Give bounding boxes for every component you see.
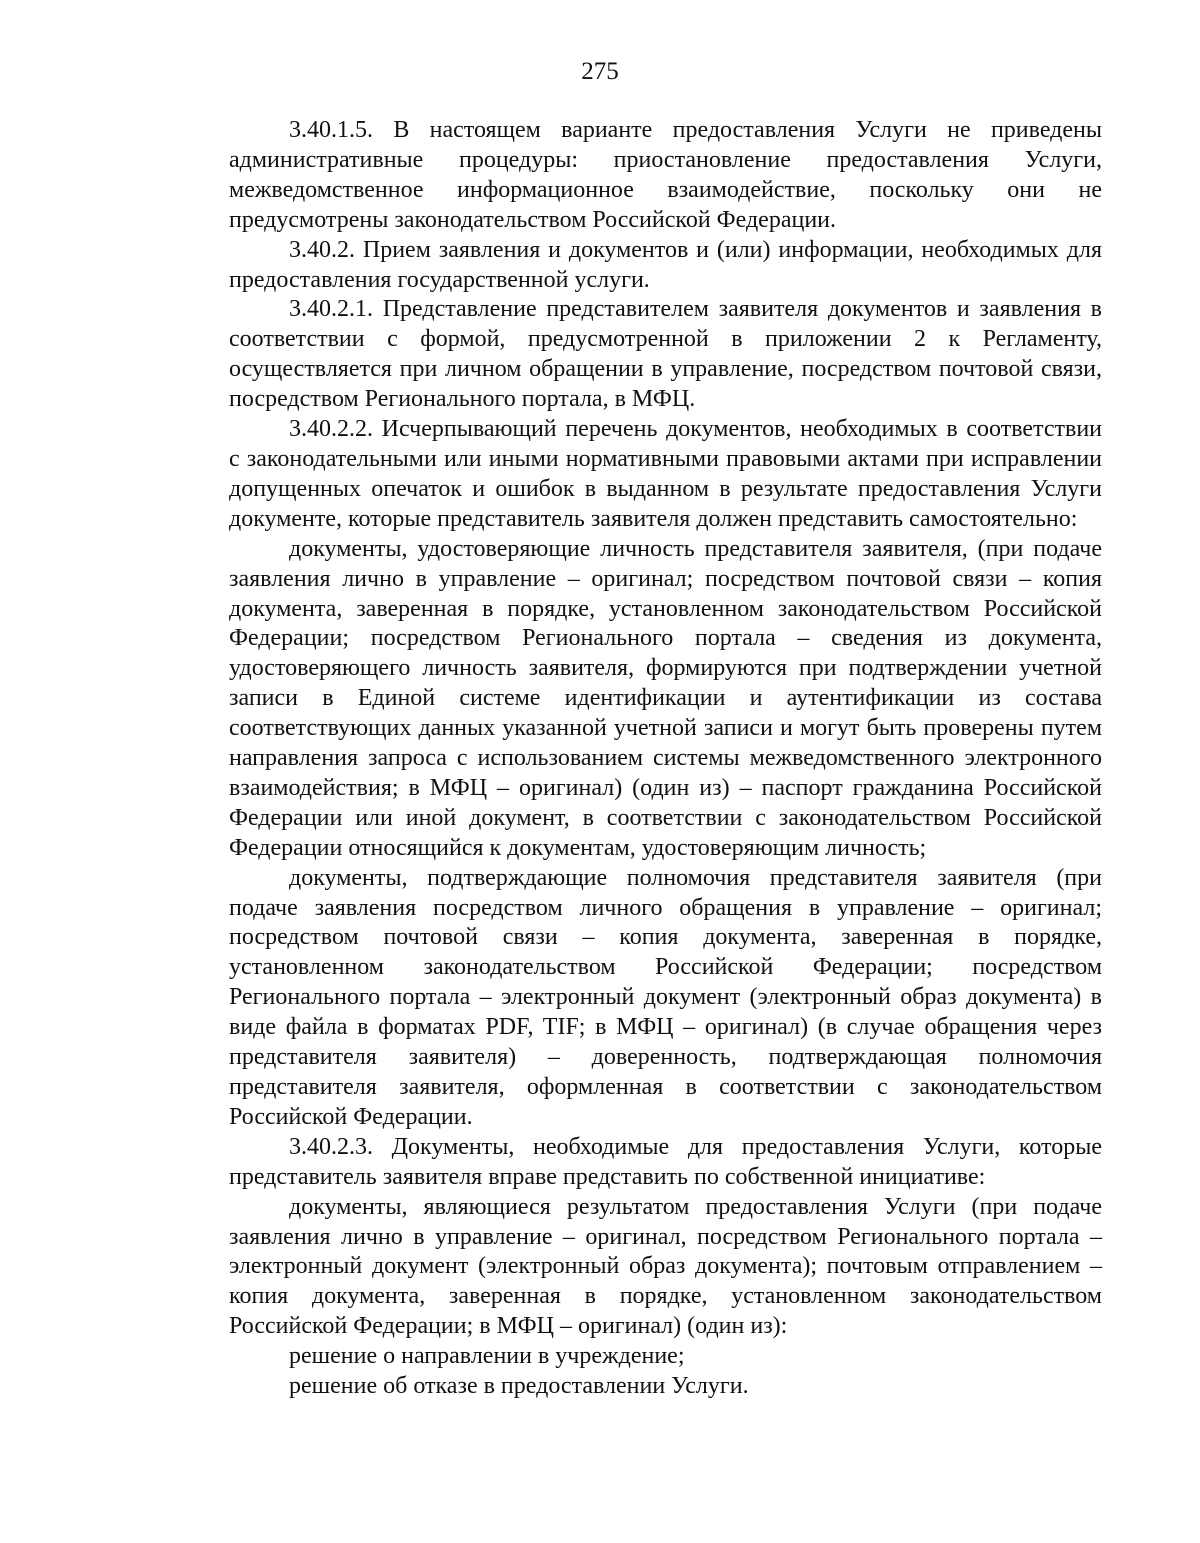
list-item-refusal-decision: решение об отказе в предоставлении Услуги. [289, 1373, 749, 1400]
paragraph-3-40-2: 3.40.2. Прием заявления и документов и (или) информации, необходимых для предоставления государственной услуги. [229, 236, 1102, 293]
list-item-referral-decision: решение о направлении в учреждение; [289, 1343, 685, 1370]
paragraph-3-40-1-5: 3.40.1.5. В настоящем варианте предоставления Услуги не приведены административные процедуры: приостановление предоставления Услуги, межведомственное информационное взаимодействие, поскольку они не предусмотрены законодательством Российской Федерации. [229, 117, 1102, 233]
paragraph-identity-documents: документы, удостоверяющие личность представителя заявителя, (при подаче заявления лично в управление – оригинал; посредством почтовой связи – копия документа, заверенная в порядке, установленном законодательством Российской Федерации; посредством Регионального портала – сведения из документа, удостоверяющего личность заявителя, формируются при подтверждении учетной записи в Единой системе идентификации и аутентификации из состава соответствующих данных указанной учетной записи и могут быть проверены путем направления запроса с использованием системы межведомственного электронного взаимодействия; в МФЦ – оригинал) (один из) – паспорт гражданина Российской Федерации или иной документ, в соответствии с законодательством Российской Федерации относящийся к документам, удостоверяющим личность; [229, 535, 1102, 861]
page-number: 275 [581, 58, 619, 85]
paragraph-authority-documents: документы, подтверждающие полномочия представителя заявителя (при подаче заявления посредством личного обращения в управление – оригинал; посредством почтовой связи – копия документа, заверенная в порядке, установленном законодательством Российской Федерации; посредством Регионального портала – электронный документ (электронный образ документа) в виде файла в форматах PDF, TIF; в МФЦ – оригинал) (в случае обращения через представителя заявителя) – доверенность, подтверждающая полномочия представителя заявителя, оформленная в соответствии с законодательством Российской Федерации. [229, 864, 1102, 1130]
paragraph-3-40-2-3: 3.40.2.3. Документы, необходимые для предоставления Услуги, которые представитель заявителя вправе представить по собственной инициативе: [229, 1133, 1102, 1190]
document-body [229, 116, 1102, 1402]
paragraph-result-documents: документы, являющиеся результатом предоставления Услуги (при подаче заявления лично в управление – оригинал, посредством Регионального портала – электронный документ (электронный образ документа); почтовым отправлением – копия документа, заверенная в порядке, установленном законодательством Российской Федерации; в МФЦ – оригинал) (один из): [229, 1193, 1102, 1340]
paragraph-3-40-2-2: 3.40.2.2. Исчерпывающий перечень документов, необходимых в соответствии с законодательными или иными нормативными правовыми актами при исправлении допущенных опечаток и ошибок в выданном в результате предоставления Услуги документе, которые представитель заявителя должен представить самостоятельно: [229, 416, 1102, 532]
paragraph-3-40-2-1: 3.40.2.1. Представление представителем заявителя документов и заявления в соответствии с формой, предусмотренной в приложении 2 к Регламенту, осуществляется при личном обращении в управление, посредством почтовой связи, посредством Регионального портала, в МФЦ. [229, 296, 1102, 413]
